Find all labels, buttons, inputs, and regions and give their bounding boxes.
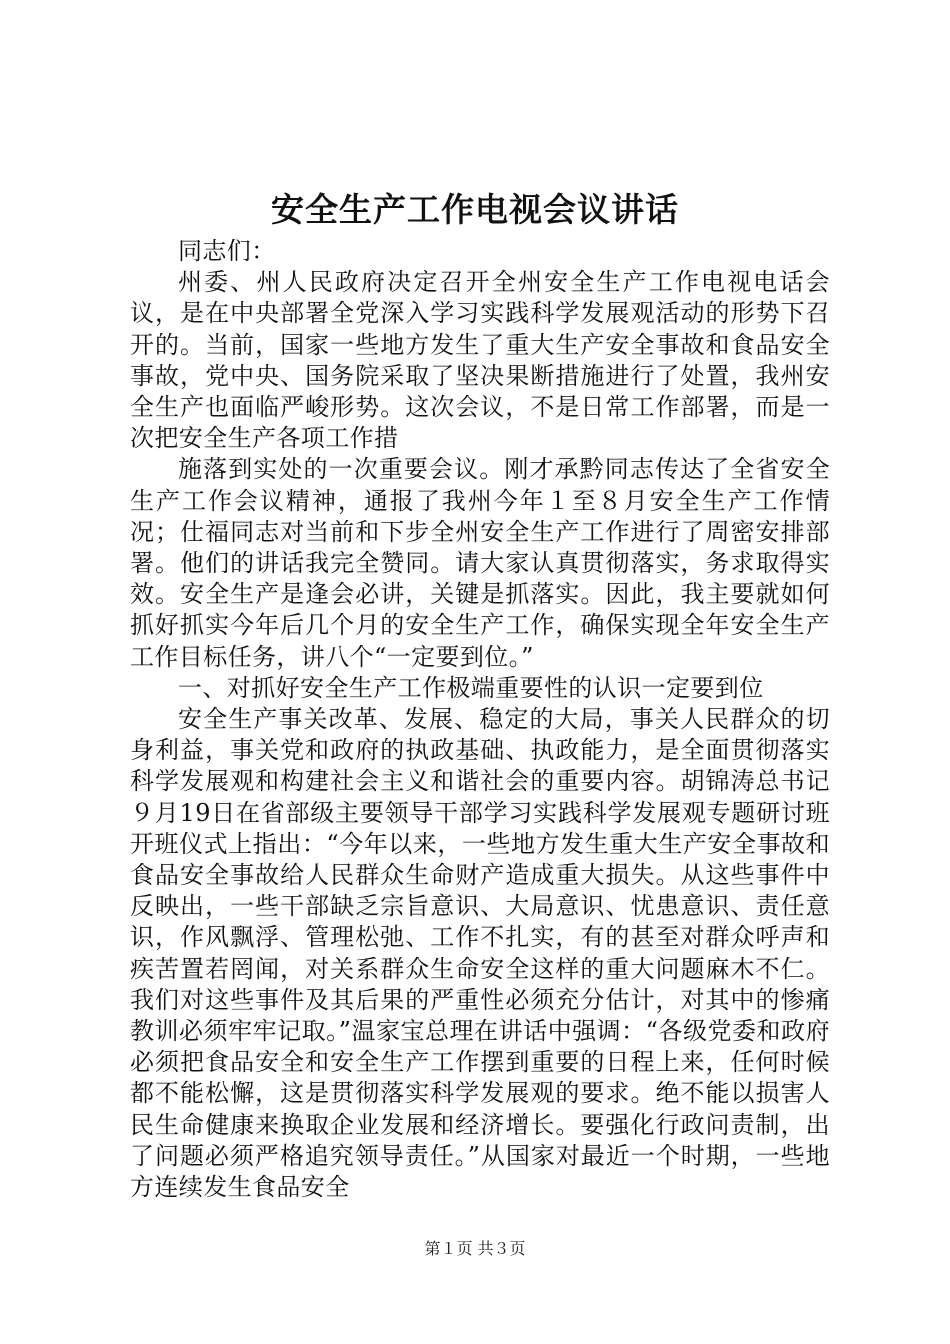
page-footer: 第１页 共３页 [424, 1239, 526, 1258]
document-body [130, 236, 830, 1203]
section-heading: 一、对抓好安全生产工作极端重要性的认识一定要到位 [178, 673, 764, 702]
body-paragraph: 施落到实处的一次重要会议。刚才承黔同志传达了全省安全生产工作会议精神，通报了我州今年１至８月安全生产工作情况；仕福同志对当前和下步全州安全生产工作进行了周密安排部署。他们的讲话我完全赞同。请大家认真贯彻落实，务求取得实效。安全生产是逢会必讲，关键是抓落实。因此，我主要就如何抓好抓实今年后几个月的安全生产工作，确保实现全年安全生产工作目标任务，讲八个“一定要到位。” [130, 455, 830, 671]
body-paragraph: 安全生产事关改革、发展、稳定的大局，事关人民群众的切身利益，事关党和政府的执政基础、执政能力，是全面贯彻落实科学发展观和构建社会主义和谐社会的重要内容。胡锦涛总书记９月19日在省部级主要领导干部学习实践科学发展观专题研讨班开班仪式上指出：“今年以来，一些地方发生重大生产安全事故和食品安全事故给人民群众生命财产造成重大损失。从这些事件中反映出，一些干部缺乏宗旨意识、大局意识、忧患意识、责任意识，作风飘浮、管理松弛、工作不扎实，有的甚至对群众呼声和疾苦置若罔闻，对关系群众生命安全这样的重大问题麻木不仁。我们对这些事件及其后果的严重性必须充分估计，对其中的惨痛教训必须牢牢记取。”温家宝总理在讲话中强调：“各级党委和政府必须把食品安全和安全生产工作摆到重要的日程上来，任何时候都不能松懈，这是贯彻落实科学发展观的要求。绝不能以损害人民生命健康来换取企业发展和经济增长。要强化行政问责制，出了问题必须严格追究领导责任。”从国家对最近一个时期，一些地方连续发生食品安全 [130, 705, 830, 1202]
document-title: 安全生产工作电视会议讲话 [271, 190, 679, 229]
salutation-paragraph: 同志们： [178, 237, 276, 265]
body-paragraph: 州委、州人民政府决定召开全州安全生产工作电视电话会议，是在中央部署全党深入学习实践科学发展观活动的形势下召开的。当前，国家一些地方发生了重大生产安全事故和食品安全事故，党中央、国务院采取了坚决果断措施进行了处置，我州安全生产也面临严峻形势。这次会议，不是日常工作部署，而是一次把安全生产各项工作措 [130, 268, 830, 453]
